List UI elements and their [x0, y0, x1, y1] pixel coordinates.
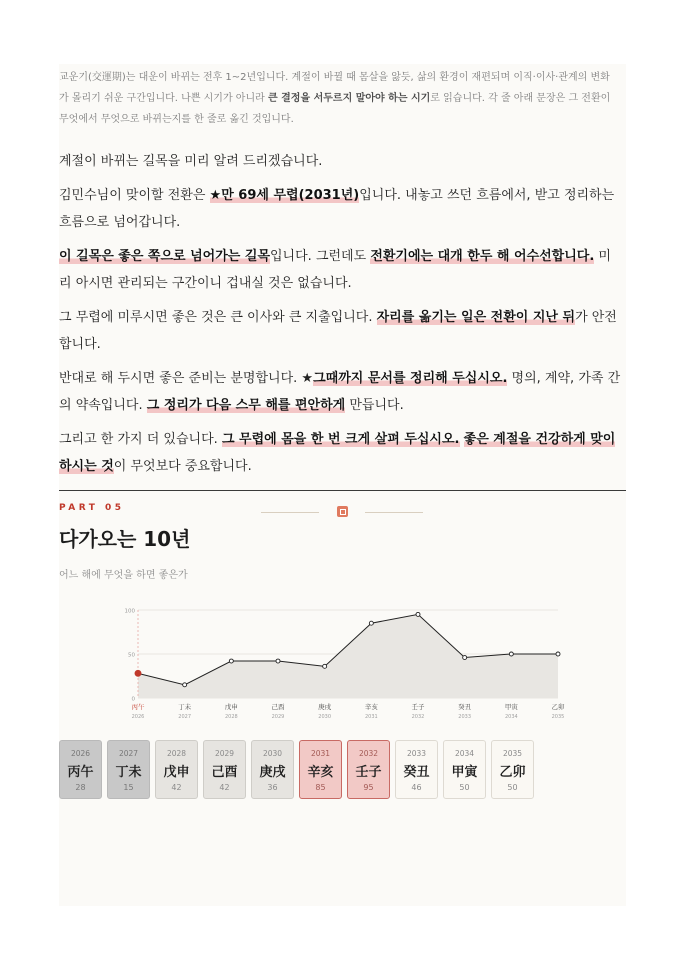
- card-score: 46: [411, 783, 422, 792]
- paragraph-1: 계절이 바뀌는 길목을 미리 알려 드리겠습니다.: [59, 154, 323, 169]
- card-ganzhi: 丙午: [67, 765, 94, 780]
- highlight-transition-age: ★만 69세 무렵(2031년): [209, 188, 360, 203]
- card-year: 2035: [502, 749, 523, 758]
- year-card: [443, 740, 486, 799]
- intro-note: 교운기(交運期)는 대운이 바뀌는 전후 1~2년입니다. 계절이 바뀔 때 몸살을 앓듯, 삶의 환경이 재편되며 이직·이사·관계의 변화가 몰리기 쉬운 구간입니다. 나쁜 시기가 아니라 큰 결정을 서두르지 말아야 하는 시기로 읽습니다. 각 줄 아래 문장은 그 전환이 무엇에서 무엇으로 바뀌는지를 한 줄로 옮긴 것입니다.: [59, 72, 611, 125]
- section-subtitle: 어느 해에 무엇을 하면 좋은가: [59, 570, 188, 581]
- card-ganzhi: 辛亥: [307, 765, 334, 780]
- year-card: [59, 740, 102, 799]
- year-card: [395, 740, 438, 799]
- card-ganzhi: 庚戌: [259, 765, 286, 780]
- year-card: [155, 740, 198, 799]
- series-area: [138, 614, 558, 698]
- highlight-turbulent: 전환기에는 대개 한두 해 어수선합니다.: [370, 249, 595, 264]
- year-card: [347, 740, 390, 799]
- decade-line-chart: [110, 600, 580, 725]
- card-score: 50: [507, 783, 518, 792]
- section-rule: [59, 490, 626, 491]
- x-tick-label: 庚戌: [318, 703, 332, 711]
- x-year-label: 2033: [458, 714, 472, 720]
- x-year-label: 2035: [551, 714, 565, 720]
- divider-line-left: [261, 512, 319, 513]
- year-card: [251, 740, 294, 799]
- x-tick-label: 辛亥: [364, 703, 378, 711]
- x-tick-label: 己酉: [271, 703, 285, 711]
- card-score: 85: [315, 783, 326, 792]
- x-year-label: 2028: [224, 714, 238, 720]
- card-score: 15: [123, 783, 134, 792]
- x-year-label: 2034: [504, 714, 518, 720]
- card-year: 2033: [406, 749, 427, 758]
- x-tick-label: 甲寅: [504, 703, 518, 711]
- x-year-label: 2027: [178, 714, 192, 720]
- paragraph-5: 반대로 해 두시면 좋은 준비는 분명합니다. ★그때까지 문서를 정리해 두십시오. 명의, 계약, 가족 간의 약속입니다. 그 정리가 다음 스무 해를 편안하게 만듭니다.: [59, 371, 621, 413]
- highlight-health-check: 그 무렵에 몸을 한 번 크게 살펴 두십시오.: [221, 432, 460, 447]
- x-year-label: 2030: [318, 714, 332, 720]
- y-tick-label: 50: [128, 652, 135, 659]
- x-year-label: 2031: [364, 714, 378, 720]
- y-tick-label: 100: [124, 608, 135, 615]
- data-point: [416, 612, 420, 616]
- x-tick-label: 壬子: [411, 703, 425, 711]
- x-year-label: 2029: [271, 714, 285, 720]
- data-point: [509, 652, 513, 656]
- card-score: 42: [219, 783, 230, 792]
- year-card: [491, 740, 534, 799]
- highlight-twenty-years: 그 정리가 다음 스무 해를 편안하게: [146, 398, 346, 413]
- divider-line-right: [365, 512, 423, 513]
- paragraph-6: 그리고 한 가지 더 있습니다. 그 무렵에 몸을 한 번 크게 살펴 두십시오. 좋은 계절을 건강하게 맞이하시는 것이 무엇보다 중요합니다.: [59, 432, 616, 474]
- card-score: 95: [363, 783, 374, 792]
- data-point: [463, 656, 467, 660]
- paragraph-2: 김민수님이 맞이할 전환은 ★만 69세 무렵(2031년)입니다. 내놓고 쓰던 흐름에서, 받고 정리하는 흐름으로 넘어갑니다.: [59, 188, 615, 230]
- paragraph-3: 이 길목은 좋은 쪽으로 넘어가는 길목입니다. 그런데도 전환기에는 대개 한두 해 어수선합니다. 미리 아시면 관리되는 구간이니 겁내실 것은 없습니다.: [59, 249, 611, 291]
- intro-emphasis: 큰 결정을 서두르지 말아야 하는 시기: [267, 93, 431, 104]
- card-ganzhi: 乙卯: [499, 765, 526, 780]
- card-year: 2031: [310, 749, 331, 758]
- year-card: [203, 740, 246, 799]
- data-point: [323, 664, 327, 668]
- ornament-divider: [59, 502, 622, 522]
- card-score: 36: [267, 783, 278, 792]
- card-ganzhi: 己酉: [211, 765, 238, 780]
- x-year-label: 2026: [131, 714, 145, 720]
- card-ganzhi: 癸丑: [403, 765, 430, 780]
- section-part-label: PART 05: [59, 503, 125, 513]
- highlight-healthy-season: 좋은 계절을 건강하게 맞이하시는 것: [59, 432, 616, 474]
- card-year: 2030: [262, 749, 283, 758]
- data-point: [556, 652, 560, 656]
- card-year: 2034: [454, 749, 475, 758]
- card-ganzhi: 甲寅: [451, 765, 478, 780]
- paragraph-4: 그 무렵에 미루시면 좋은 것은 큰 이사와 큰 지출입니다. 자리를 옮기는 일은 전환이 지난 뒤가 안전합니다.: [59, 310, 617, 352]
- highlight-move-later: 자리를 옮기는 일은 전환이 지난 뒤: [376, 310, 576, 325]
- divider-mark-icon: [337, 506, 348, 517]
- year-card: [299, 740, 342, 799]
- card-year: 2026: [70, 749, 91, 758]
- x-tick-label: 戊申: [224, 703, 238, 711]
- card-score: 50: [459, 783, 470, 792]
- data-point: [183, 683, 187, 687]
- card-score: 28: [75, 783, 86, 792]
- x-tick-label: 丙午: [131, 703, 145, 711]
- card-ganzhi: 戊申: [163, 765, 190, 780]
- data-point: [135, 670, 141, 676]
- highlight-good-path: 이 길목은 좋은 쪽으로 넘어가는 길목: [59, 249, 270, 264]
- card-ganzhi: 丁未: [115, 765, 142, 780]
- x-year-label: 2032: [411, 714, 425, 720]
- x-tick-label: 癸丑: [458, 703, 472, 711]
- data-point: [369, 621, 373, 625]
- card-ganzhi: 壬子: [355, 765, 382, 780]
- data-point: [276, 659, 280, 663]
- card-year: 2032: [358, 749, 379, 758]
- year-card: [107, 740, 150, 799]
- y-tick-label: 0: [131, 696, 135, 703]
- card-year: 2029: [214, 749, 235, 758]
- x-tick-label: 乙卯: [551, 703, 565, 711]
- section-title: 다가오는 10년: [59, 527, 191, 551]
- card-year: 2028: [166, 749, 187, 758]
- year-card-row: [59, 740, 534, 799]
- card-year: 2027: [118, 749, 139, 758]
- highlight-documents: 그때까지 문서를 정리해 두십시오.: [313, 371, 508, 386]
- card-score: 42: [171, 783, 182, 792]
- x-tick-label: 丁未: [178, 703, 192, 711]
- data-point: [229, 659, 233, 663]
